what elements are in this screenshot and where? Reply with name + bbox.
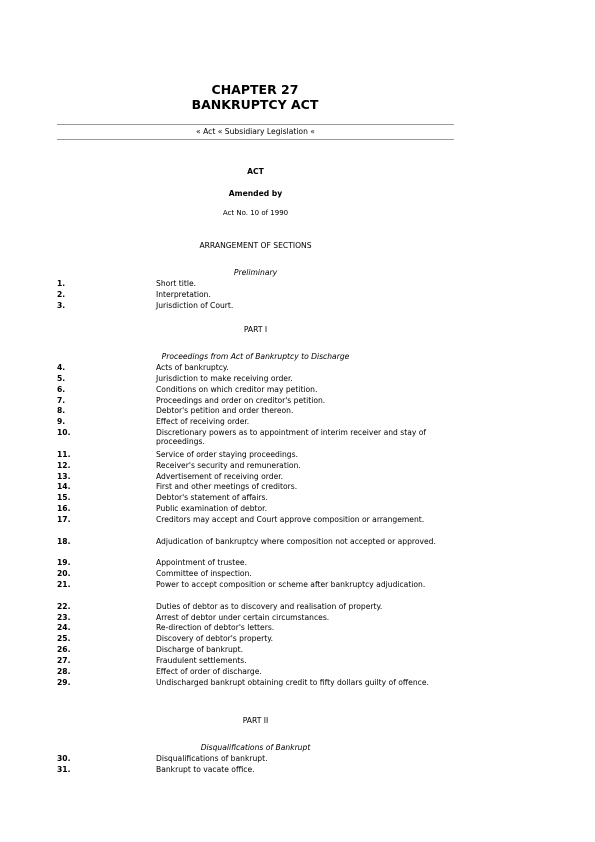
section-title: Bankrupt to vacate office. — [156, 764, 255, 774]
part-2-heading: Disqualifications of Bankrupt — [200, 743, 311, 752]
section-number: 11. — [57, 449, 71, 459]
amendment-reference: Act No. 10 of 1990 — [222, 209, 289, 217]
section-number: 9. — [57, 417, 66, 427]
section-title: Effect of order of discharge. — [156, 666, 262, 676]
arrangement-heading: ARRANGEMENT OF SECTIONS — [199, 241, 312, 250]
section-title: Receiver's security and remuneration. — [156, 460, 301, 470]
section-number: 26. — [57, 645, 71, 655]
section-number: 28. — [57, 666, 71, 676]
section-title: Discretionary powers as to appointment of interim receiver and stay of proceedings. — [156, 428, 427, 446]
section-number: 17. — [57, 514, 71, 524]
section-number: 15. — [57, 493, 71, 503]
section-number: 25. — [57, 634, 71, 644]
section-number: 2. — [57, 289, 66, 299]
section-number: 8. — [57, 406, 66, 416]
section-number: 12. — [57, 460, 71, 470]
section-title: Debtor's statement of affairs. — [156, 493, 268, 503]
legislation-nav-links[interactable]: « Act « Subsidiary Legislation « — [196, 127, 315, 136]
section-number: 21. — [57, 580, 71, 589]
amended-by-label: Amended by — [228, 189, 283, 198]
section-number: 10. — [57, 428, 71, 438]
section-number: 1. — [57, 279, 66, 288]
section-title: Disqualifications of bankrupt. — [156, 754, 268, 763]
section-title: Short title. — [156, 279, 197, 288]
section-title: Proceedings and order on creditor's petition. — [156, 395, 326, 405]
section-number: 7. — [57, 395, 66, 405]
part-1-label: PART I — [243, 325, 268, 334]
section-number: 30. — [57, 754, 71, 763]
preliminary-heading: Preliminary — [233, 268, 278, 277]
section-title: Conditions on which creditor may petition. — [156, 384, 318, 394]
section-title: Jurisdiction of Court. — [156, 300, 234, 310]
section-title: Power to accept composition or scheme after bankruptcy adjudication. — [156, 580, 426, 589]
section-title: Advertisement of receiving order. — [156, 471, 284, 481]
part-1-heading: Proceedings from Act of Bankruptcy to Discharge — [161, 352, 350, 361]
section-number: 24. — [57, 623, 71, 633]
section-number: 27. — [57, 655, 71, 665]
section-title: First and other meetings of creditors. — [156, 482, 298, 492]
act-title: BANKRUPTCY ACT — [191, 97, 319, 112]
section-title: Undischarged bankrupt obtaining credit to fifty dollars guilty of offence. — [156, 677, 429, 687]
chapter-heading: CHAPTER 27 — [211, 82, 299, 97]
section-title: Creditors may accept and Court approve composition or arrangement. — [156, 514, 425, 524]
section-number: 6. — [57, 384, 66, 394]
section-number: 4. — [57, 363, 66, 372]
section-title: Interpretation. — [156, 289, 211, 299]
section-number: 19. — [57, 558, 71, 568]
section-title: Discovery of debtor's property. — [156, 634, 274, 644]
act-label: ACT — [247, 167, 264, 176]
section-number: 20. — [57, 569, 71, 579]
section-title: Adjudication of bankruptcy where composition not accepted or approved. — [156, 536, 436, 546]
section-number: 22. — [57, 601, 71, 611]
section-number: 18. — [57, 536, 71, 546]
section-title: Committee of inspection. — [156, 569, 252, 579]
section-title: Public examination of debtor. — [156, 504, 268, 514]
section-title: Duties of debtor as to discovery and realisation of property. — [156, 601, 383, 611]
section-title: Arrest of debtor under certain circumstances. — [156, 612, 330, 622]
section-number: 29. — [57, 677, 71, 687]
section-title: Effect of receiving order. — [156, 417, 250, 427]
section-title: Re-direction of debtor's letters. — [156, 623, 275, 633]
section-title: Acts of bankruptcy. — [156, 363, 229, 372]
section-number: 16. — [57, 504, 71, 514]
section-number: 13. — [57, 471, 71, 481]
section-title: Appointment of trustee. — [156, 558, 247, 568]
section-number: 31. — [57, 764, 71, 774]
section-title: Debtor's petition and order thereon. — [156, 406, 294, 416]
section-number: 23. — [57, 612, 71, 622]
section-title: Service of order staying proceedings. — [156, 449, 298, 459]
section-number: 14. — [57, 482, 71, 492]
bottom-divider — [57, 139, 454, 140]
section-title: Jurisdiction to make receiving order. — [156, 373, 293, 383]
part-2-label: PART II — [242, 716, 269, 725]
section-title: Discharge of bankrupt. — [156, 645, 244, 655]
section-number: 5. — [57, 373, 66, 383]
section-title: Fraudulent settlements. — [156, 655, 247, 665]
top-divider — [57, 124, 454, 125]
section-number: 3. — [57, 300, 66, 310]
